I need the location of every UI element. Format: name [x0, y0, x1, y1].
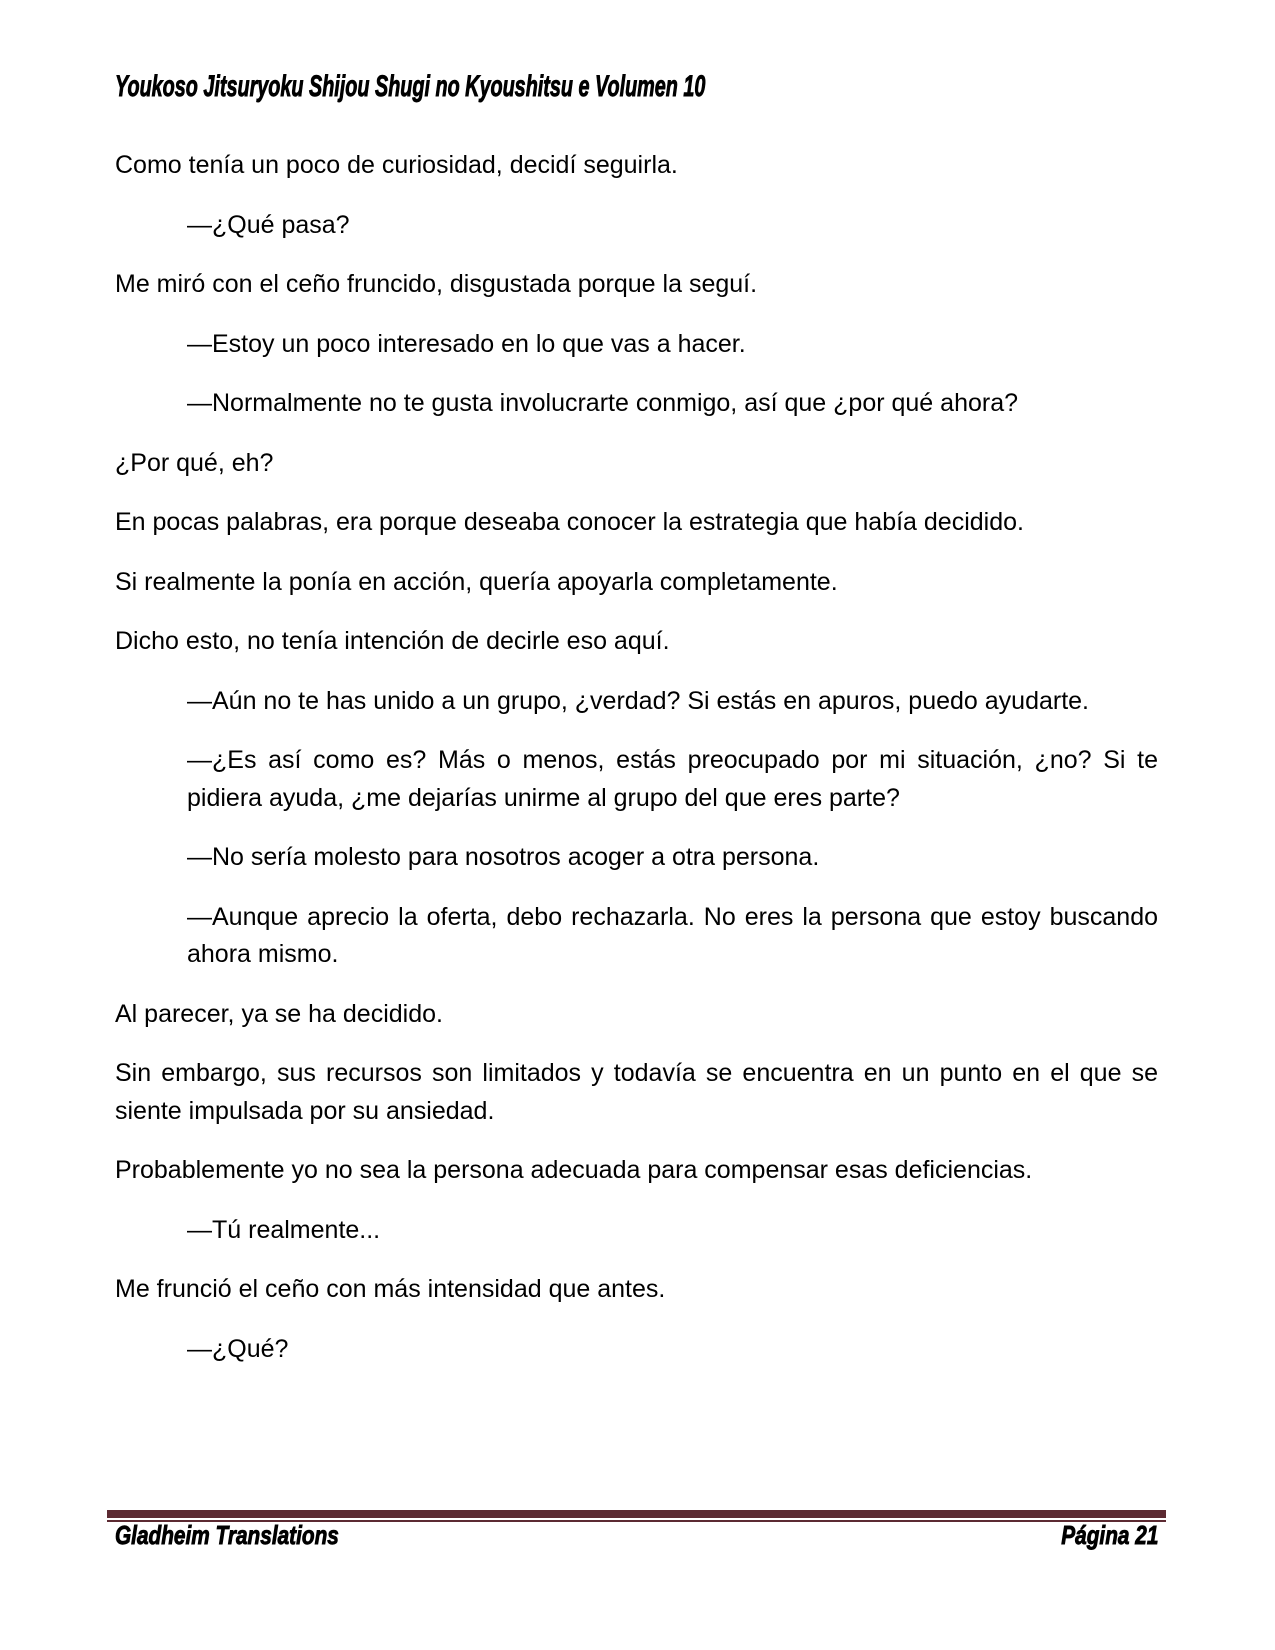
paragraph-narration: Dicho esto, no tenía intención de decirle eso aquí.	[115, 627, 670, 655]
paragraph-dialogue: —¿Qué pasa?	[187, 210, 350, 239]
paragraph-narration: Si realmente la ponía en acción, quería apoyarla completamente.	[115, 567, 838, 596]
footer-translator-credit: Gladheim Translations	[115, 1520, 339, 1550]
paragraph-narration: Me miró con el ceño fruncido, disgustada porque la seguí.	[115, 270, 758, 298]
paragraph-narration: Como tenía un poco de curiosidad, decidí seguirla.	[115, 151, 678, 179]
paragraph-narration: Sin embargo, sus recursos son limitados y todavía se encuentra en un punto en el que se siente impulsada por su ansiedad.	[115, 1059, 1158, 1125]
paragraph-dialogue: —No sería molesto para nosotros acoger a otra persona.	[187, 843, 820, 871]
page-footer	[115, 1519, 1158, 1551]
paragraph-dialogue: —¿Qué?	[187, 1334, 289, 1363]
paragraph-dialogue: —Estoy un poco interesado en lo que vas a hacer.	[187, 329, 746, 358]
paragraph-narration: Al parecer, ya se ha decidido.	[115, 999, 443, 1028]
paragraph-narration: ¿Por qué, eh?	[115, 448, 274, 477]
paragraph-dialogue: —Aunque aprecio la oferta, debo rechazarla. No eres la persona que estoy buscando ahora mismo.	[187, 902, 1158, 968]
footer-page-number: Página 21	[1060, 1520, 1158, 1550]
paragraph-dialogue: —Aún no te has unido a un grupo, ¿verdad? Si estás en apuros, puedo ayudarte.	[187, 686, 1090, 715]
document-body	[115, 147, 1158, 1390]
paragraph-narration: En pocas palabras, era porque deseaba conocer la estrategia que había decidido.	[115, 508, 1024, 536]
footer-rule-thick	[107, 1510, 1166, 1518]
page-header	[115, 70, 1010, 104]
paragraph-dialogue: —Normalmente no te gusta involucrarte conmigo, así que ¿por qué ahora?	[187, 389, 1019, 417]
paragraph-dialogue: —¿Es así como es? Más o menos, estás preocupado por mi situación, ¿no? Si te pidiera ayuda, ¿me dejarías unirme al grupo del que eres parte?	[187, 746, 1158, 812]
paragraph-narration: Probablemente yo no sea la persona adecuada para compensar esas deficiencias.	[115, 1156, 1033, 1184]
paragraph-dialogue: —Tú realmente...	[187, 1215, 381, 1244]
page-header-title: Youkoso Jitsuryoku Shijou Shugi no Kyoushitsu e Volumen 10	[115, 70, 706, 103]
paragraph-narration: Me frunció el ceño con más intensidad que antes.	[115, 1275, 666, 1303]
